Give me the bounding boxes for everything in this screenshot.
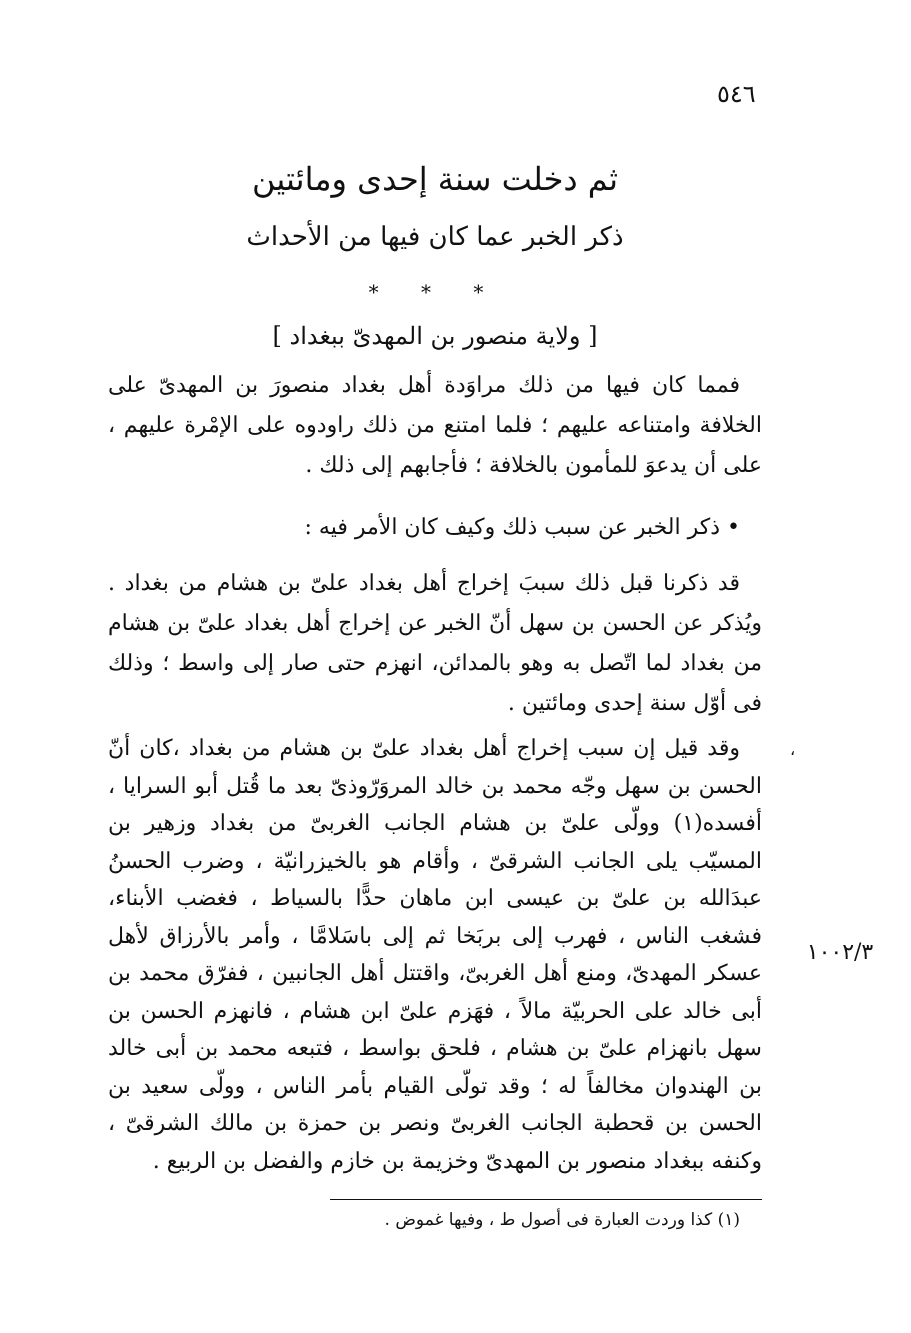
margin-reference: ١٠٠٢/٣ (806, 940, 874, 965)
paragraph-3-text: وقد قيل إن سبب إخراج أهل بغداد علىّ بن هشام من بغداد ،كان أنّ الحسن بن سهل وجّه محمد بن خالد المروَرّوذىّ بعد ما قُتل أبو السرايا ، أفسده(١) وولّى علىّ بن هشام الجانب الغربىّ من بغداد وزهير بن المسيّب يلى الجانب الشرقىّ ، وأقام هو بالخيزرانيّة ، وضرب الحسنُ عبدَالله بن علىّ بن عيسى ابن ماهان حدًّا بالسياط ، فغضب الأبناء، فشغب الناس ، فهرب إلى بربَخا ثم إلى باسَلامَّا ، وأمر بالأرزاق لأهل عسكر المهدىّ، ومنع أهل الغربىّ، واقتتل أهل الجانبين ، ففرّق محمد بن أبى خالد على الحربيّة مالاً ، فهَزم علىّ ابن هشام ، فانهزم الحسن بن سهل بانهزام علىّ بن هشام ، فلحق بواسط ، فتبعه محمد بن أبى خالد بن الهندوان مخالفاً له ؛ وقد تولّى القيام بأمر الناس ، وولّى سعيد بن الحسن بن قحطبة الجانب الغربىّ ونصر بن حمزة بن مالك الشرقىّ ، وكنفه ببغداد منصور بن المهدىّ وخزيمة بن خازم والفضل بن الربيع . (108, 736, 762, 1174)
sub-heading: ذكر الخبر عما كان فيها من الأحداث (246, 222, 624, 252)
main-heading: ثم دخلت سنة إحدى ومائتين (252, 160, 618, 198)
paragraph-1 (108, 366, 762, 486)
paragraph-3 (108, 730, 762, 1180)
paragraph-1-text: فمما كان فيها من ذلك مراوَدة أهل بغداد منصورَ بن المهدىّ على الخلافة وامتناعه عليهم ؛ فلما امتنع من ذلك راودوه على الإمْرة عليهم ، على أن يدعوَ للمأمون بالخلافة ؛ فأجابهم إلى ذلك . (108, 373, 762, 478)
paragraph-2 (108, 564, 762, 724)
paragraph-2-text: قد ذكرنا قبل ذلك سببَ إخراج أهل بغداد علىّ بن هشام من بغداد . ويُذكر عن الحسن بن سهل أنّ الخبر عن إخراج أهل بغداد علىّ بن هشام من بغداد لما اتّصل به وهو بالمدائن، انهزم حتى صار إلى واسط ؛ وذلك فى أوّل سنة إحدى ومائتين . (108, 571, 762, 716)
separator-stars: * * * (368, 280, 502, 304)
footnote: (١) كذا وردت العبارة فى أصول ط ، وفيها غموض . (384, 1210, 740, 1230)
page-number: ٥٤٦ (717, 80, 756, 108)
section-title: [ ولاية منصور بن المهدىّ ببغداد ] (272, 322, 598, 350)
margin-mark: ، (790, 740, 796, 759)
report-heading-block (108, 508, 762, 548)
report-heading: • ذكر الخبر عن سبب ذلك وكيف كان الأمر فيه : (304, 515, 740, 540)
footnote-rule (330, 1199, 762, 1200)
